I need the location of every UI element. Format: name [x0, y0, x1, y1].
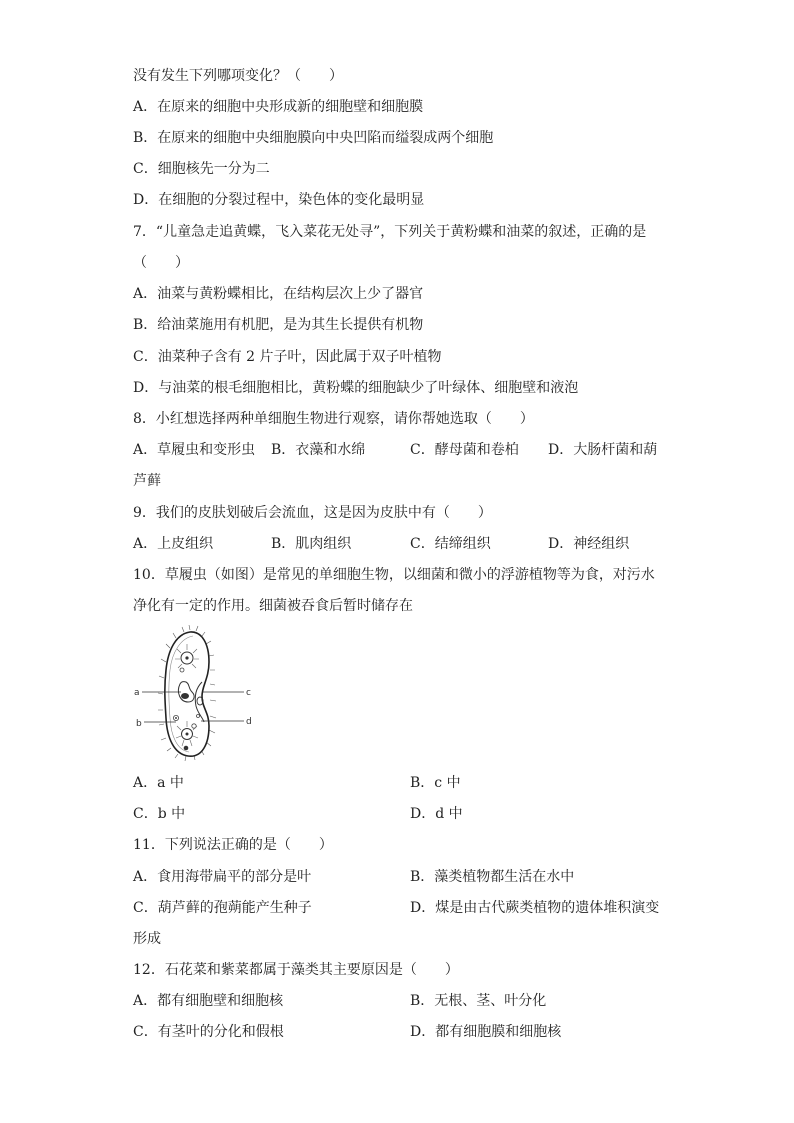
q6-option-d: D．在细胞的分裂过程中，染色体的变化最明显 [133, 192, 425, 208]
q7-stem-line1: 7．“儿童急走追黄蝶，飞入菜花无处寻”，下列关于黄粉蝶和油菜的叙述，正确的是 [133, 224, 647, 240]
q8-stem: 8．小红想选择两种单细胞生物进行观察，请你帮她选取（ ） [133, 411, 534, 427]
q12-option-b: B．无根、茎、叶分化 [410, 993, 547, 1009]
q12-option-d: D．都有细胞膜和细胞核 [410, 1024, 562, 1040]
q9-stem: 9．我们的皮肤划破后会流血，这是因为皮肤中有（ ） [133, 505, 492, 521]
q8-option-b: B．衣藻和水绵 [271, 442, 366, 458]
figure-label-b: b [136, 719, 142, 729]
q10-option-d: D．d 中 [410, 806, 463, 822]
q6-option-a: A．在原来的细胞中央形成新的细胞壁和细胞膜 [133, 99, 424, 115]
q10-option-b: B．c 中 [410, 775, 461, 791]
q9-option-c: C．结缔组织 [410, 536, 491, 552]
q11-option-b: B．藻类植物都生活在水中 [410, 869, 575, 885]
q7-stem-line2: （ ） [133, 255, 189, 271]
q8-option-c: C．酵母菌和卷柏 [410, 442, 519, 458]
q9-option-a: A．上皮组织 [133, 536, 214, 552]
q12-option-c: C．有茎叶的分化和假根 [133, 1024, 284, 1040]
micronucleus [181, 693, 189, 699]
q12-option-a: A．都有细胞壁和细胞核 [133, 993, 284, 1009]
q8-option-d: D．大肠杆菌和葫 [548, 442, 658, 458]
q11-option-d: D．煤是由古代蕨类植物的遗体堆积演变 [410, 900, 660, 916]
paramecium-diagram [132, 622, 262, 764]
q12-stem: 12．石花菜和紫菜都属于藻类其主要原因是（ ） [133, 962, 459, 978]
q10-option-c: C．b 中 [133, 806, 186, 822]
q11-option-d-continued: 形成 [133, 931, 161, 947]
q9-option-b: B．肌肉组织 [271, 536, 352, 552]
q8-option-a: A．草履虫和变形虫 [133, 442, 256, 458]
q9-option-d: D．神经组织 [548, 536, 630, 552]
q6-option-c: C．细胞核先一分为二 [133, 161, 270, 177]
q7-option-d: D．与油菜的根毛细胞相比，黄粉蝶的细胞缺少了叶绿体、细胞壁和液泡 [133, 380, 579, 396]
q7-option-b: B．给油菜施用有机肥，是为其生长提供有机物 [133, 317, 424, 333]
q10-stem-line1: 10．草履虫（如图）是常见的单细胞生物，以细菌和微小的浮游植物等为食，对污水 [133, 567, 655, 583]
q7-option-c: C．油菜种子含有 2 片子叶，因此属于双子叶植物 [133, 349, 442, 365]
figure-label-c: c [246, 688, 251, 698]
q6-option-b: B．在原来的细胞中央细胞膜向中央凹陷而缢裂成两个细胞 [133, 130, 494, 146]
figure-label-d: d [246, 717, 252, 727]
q11-option-c: C．葫芦藓的孢蒴能产生种子 [133, 900, 312, 916]
q10-option-a: A．a 中 [133, 775, 184, 791]
q7-option-a: A．油菜与黄粉蝶相比，在结构层次上少了器官 [133, 286, 424, 302]
q6-stem-tail: 没有发生下列哪项变化？（ ） [133, 68, 343, 84]
paramecium-figure [132, 622, 262, 764]
q11-stem: 11．下列说法正确的是（ ） [133, 837, 333, 853]
q8-option-d-continued: 芦藓 [133, 473, 161, 489]
q10-stem-line2: 净化有一定的作用。细菌被吞食后暂时储存在 [133, 598, 413, 614]
q11-option-a: A．食用海带扁平的部分是叶 [133, 869, 312, 885]
figure-label-a: a [134, 688, 140, 698]
